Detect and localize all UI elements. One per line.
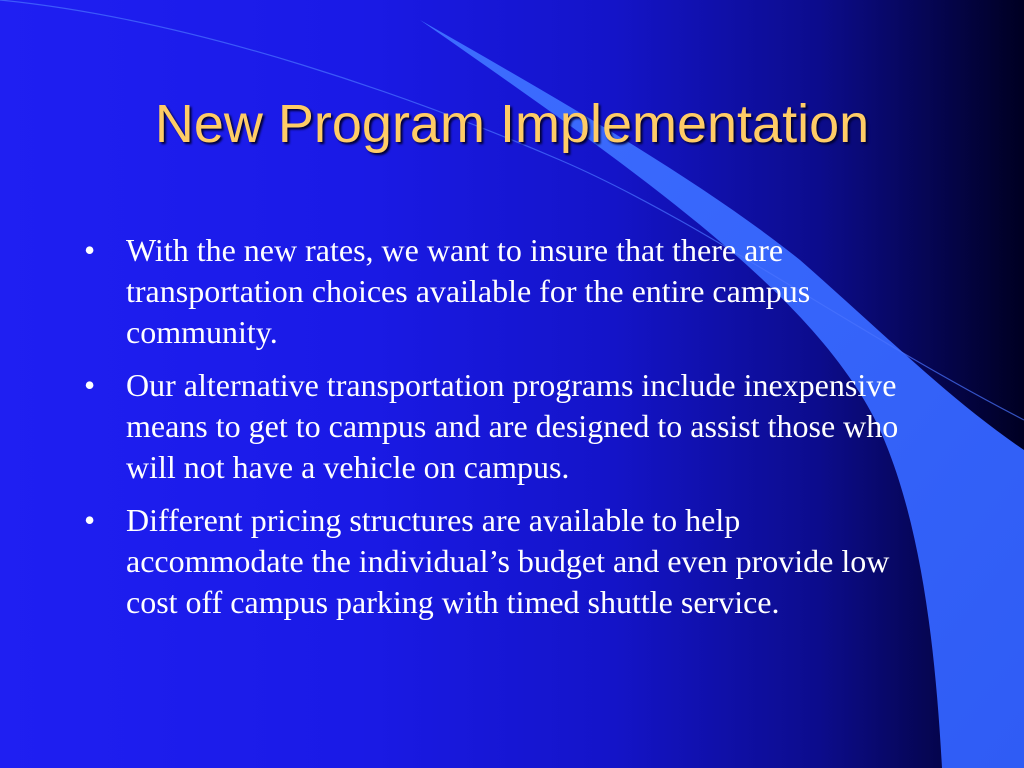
bullet-text: With the new rates, we want to insure that there are transportation choices available for the entire campus community. bbox=[126, 232, 811, 350]
bullet-list bbox=[82, 230, 912, 635]
bullet-icon: • bbox=[84, 502, 96, 538]
bullet-text: Our alternative transportation programs include inexpensive means to get to campus and are designed to assist those who will not have a vehicle on campus. bbox=[126, 367, 899, 485]
bullet-item bbox=[82, 230, 912, 353]
bullet-icon: • bbox=[84, 367, 96, 403]
bullet-icon: • bbox=[84, 232, 96, 268]
bullet-item bbox=[82, 365, 912, 488]
bullet-text: Different pricing structures are available to help accommodate the individual’s budget and even provide low cost off campus parking with timed shuttle service. bbox=[126, 502, 890, 620]
slide-title: New Program Implementation bbox=[154, 94, 870, 154]
bullet-item bbox=[82, 500, 912, 623]
